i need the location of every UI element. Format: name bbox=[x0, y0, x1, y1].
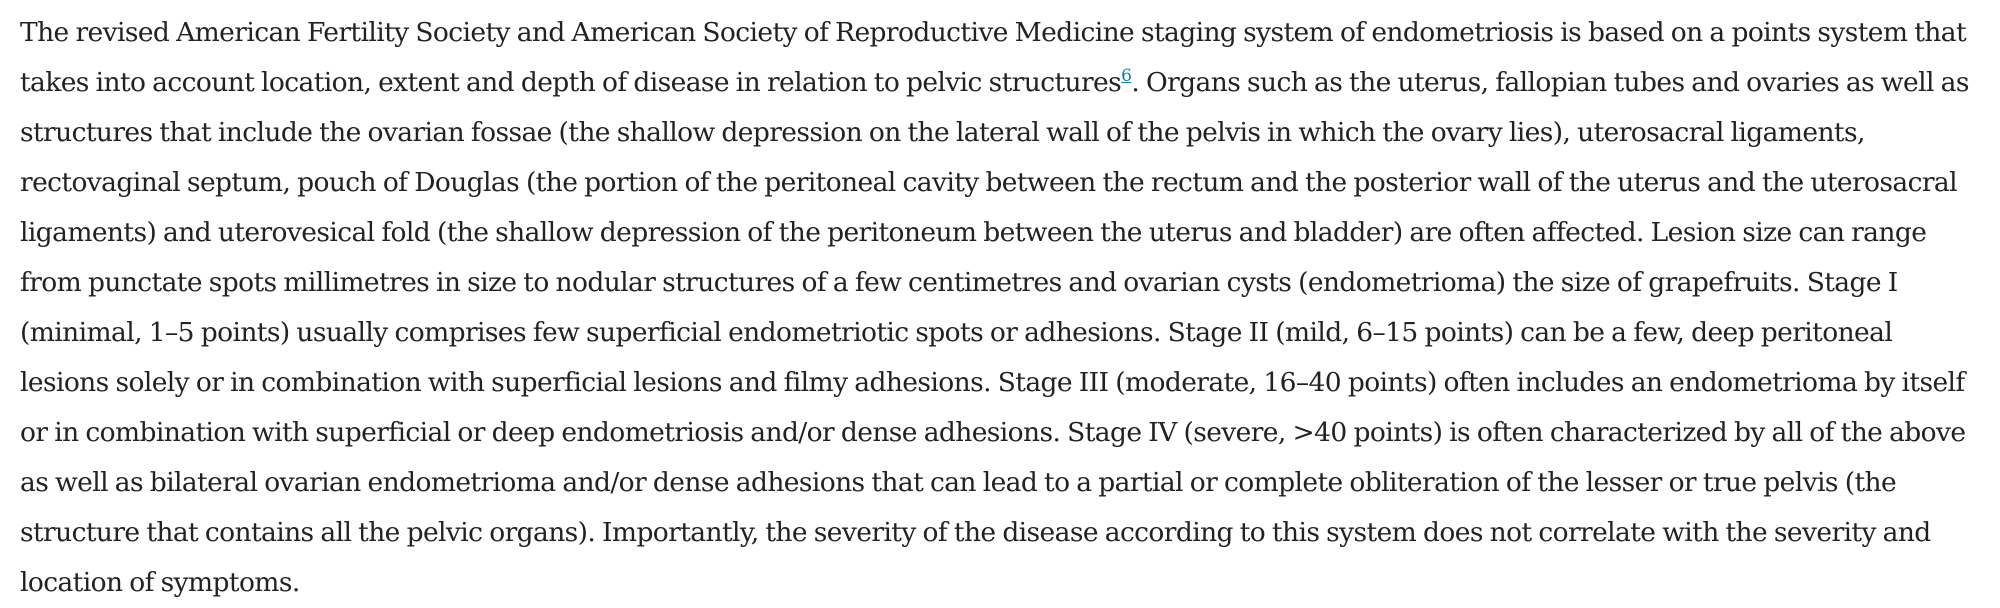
article-paragraph bbox=[20, 8, 1980, 608]
citation-link-6[interactable]: 6 bbox=[1121, 66, 1132, 87]
paragraph-text-after-citation: . Organs such as the uterus, fallopian tubes and ovaries as well as structures that include the ovarian fossae (the shallow depression on the lateral wall of the pelvis in which the ovary lies), uterosacral ligaments, rectovaginal septum, pouch of Douglas (the portion of the peritoneal cavity between the rectum and the posterior wall of the uterus and the uterosacral ligaments) and uterovesical fold (the shallow depression of the peritoneum between the uterus and bladder) are often affected. Lesion size can range from punctate spots millimetres in size to nodular structures of a few centimetres and ovarian cysts (endometrioma) the size of grapefruits. Stage I (minimal, 1–5 points) usually comprises few superficial endometriotic spots or adhesions. Stage II (mild, 6–15 points) can be a few, deep peritoneal lesions solely or in combination with superficial lesions and filmy adhesions. Stage III (moderate, 16–40 points) often includes an endometrioma by itself or in combination with superficial or deep endometriosis and/or dense adhesions. Stage IV (severe, >40 points) is often characterized by all of the above as well as bilateral ovarian endometrioma and/or dense adhesions that can lead to a partial or complete obliteration of the lesser or true pelvis (the structure that contains all the pelvic organs). Importantly, the severity of the disease according to this system does not correlate with the severity and location of symptoms. bbox=[20, 67, 1969, 598]
paragraph-text-before-citation: The revised American Fertility Society and American Society of Reproductive Medicine staging system of endometriosis is based on a points system that takes into account location, extent and depth of disease in relation to pelvic structures bbox=[20, 17, 1967, 98]
